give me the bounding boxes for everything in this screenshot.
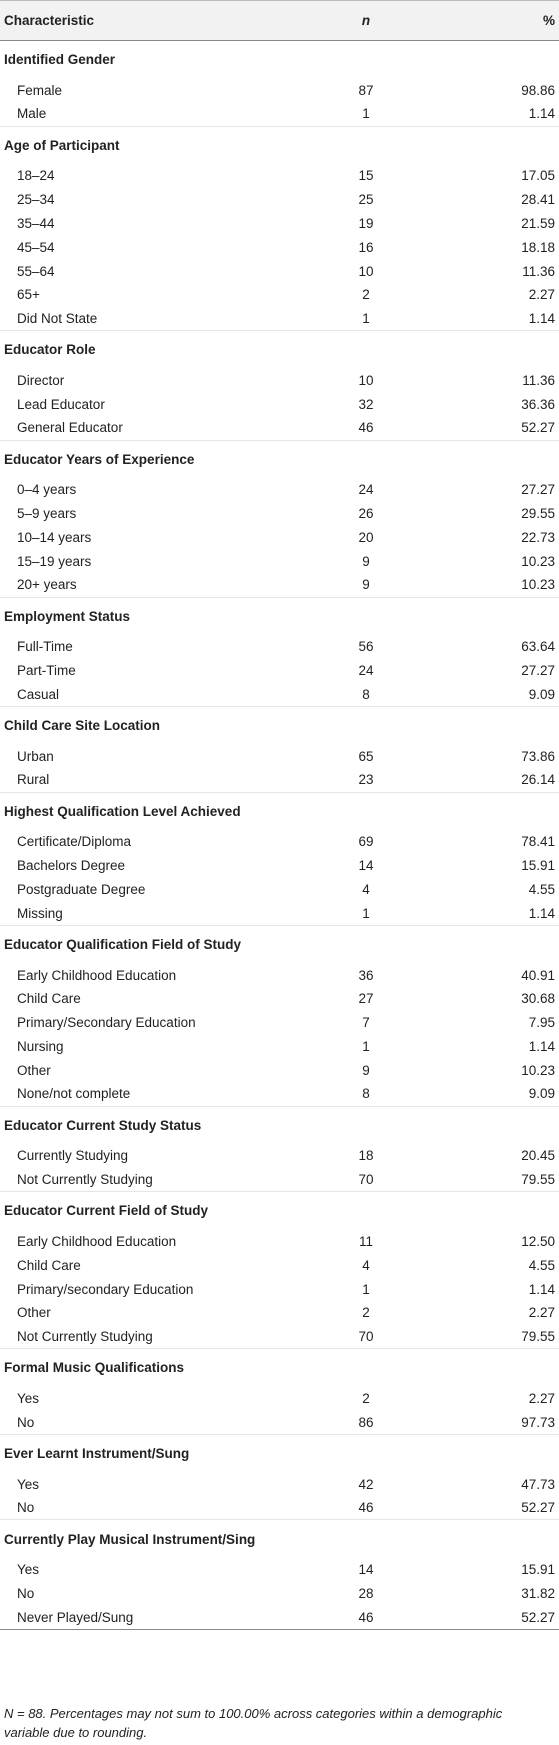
group-header-row xyxy=(0,925,559,963)
group-header-row xyxy=(0,331,559,369)
table-row xyxy=(0,1168,559,1192)
row-count: 2 xyxy=(362,1305,370,1321)
row-label: Early Childhood Education xyxy=(17,967,177,983)
row-label: Casual xyxy=(17,686,60,702)
table-row xyxy=(0,1605,559,1629)
row-label: Certificate/Diploma xyxy=(17,834,132,850)
row-percent: 11.36 xyxy=(522,373,555,389)
row-label: Lead Educator xyxy=(17,396,105,412)
row-label: 18–24 xyxy=(17,168,55,184)
row-label: Yes xyxy=(17,1390,40,1406)
table-row xyxy=(0,1144,559,1168)
row-count: 18 xyxy=(358,1148,374,1164)
row-label: 0–4 years xyxy=(17,482,77,498)
row-count: 24 xyxy=(358,663,374,679)
group-title: Currently Play Musical Instrument/Sing xyxy=(4,1531,256,1547)
table-row xyxy=(0,212,559,236)
row-percent: 1.14 xyxy=(528,311,555,327)
row-label: Urban xyxy=(17,748,54,764)
table-row xyxy=(0,235,559,259)
row-count: 46 xyxy=(358,1500,374,1516)
table-row xyxy=(0,963,559,987)
row-percent: 1.14 xyxy=(528,1281,555,1297)
row-label: Female xyxy=(17,82,63,98)
group-header-row xyxy=(0,1106,559,1144)
row-label: Yes xyxy=(17,1476,40,1492)
table-row xyxy=(0,259,559,283)
group-title: Highest Qualification Level Achieved xyxy=(4,803,241,819)
row-count: 46 xyxy=(358,1609,374,1625)
row-label: 35–44 xyxy=(17,216,55,232)
table-row xyxy=(0,1058,559,1082)
row-percent: 28.41 xyxy=(521,192,555,208)
row-label: 25–34 xyxy=(17,192,55,208)
table-row xyxy=(0,164,559,188)
row-count: 19 xyxy=(358,216,374,232)
row-percent: 31.82 xyxy=(521,1585,555,1601)
row-percent: 97.73 xyxy=(521,1414,555,1430)
group-header-row xyxy=(0,1520,559,1558)
row-count: 23 xyxy=(358,772,374,788)
table-row xyxy=(0,1387,559,1411)
row-label: 10–14 years xyxy=(17,530,92,546)
table-row xyxy=(0,283,559,307)
header-percent: % xyxy=(542,13,555,28)
table-row xyxy=(0,573,559,597)
row-percent: 78.41 xyxy=(521,834,555,850)
row-label: Postgraduate Degree xyxy=(17,882,146,898)
row-percent: 98.86 xyxy=(521,82,555,98)
row-percent: 9.09 xyxy=(528,686,555,702)
row-label: Child Care xyxy=(17,1257,81,1273)
row-percent: 10.23 xyxy=(521,1062,555,1078)
row-percent: 11.36 xyxy=(522,263,555,279)
row-count: 4 xyxy=(362,882,370,898)
group-title: Employment Status xyxy=(4,608,131,624)
row-label: Other xyxy=(17,1305,51,1321)
row-count: 25 xyxy=(358,192,374,208)
row-percent: 26.14 xyxy=(521,772,555,788)
row-percent: 2.27 xyxy=(528,287,555,303)
row-count: 69 xyxy=(358,834,374,850)
row-label: Yes xyxy=(17,1562,40,1578)
row-label: 45–54 xyxy=(17,239,55,255)
group-title: Age of Participant xyxy=(4,137,120,153)
row-label: Never Played/Sung xyxy=(17,1609,134,1625)
row-percent: 10.23 xyxy=(521,553,555,569)
row-count: 1 xyxy=(362,311,370,327)
group-title: Educator Current Field of Study xyxy=(4,1203,209,1219)
table-header xyxy=(0,1,559,41)
table-row xyxy=(0,369,559,393)
group-title: Ever Learnt Instrument/Sung xyxy=(4,1445,190,1461)
row-count: 56 xyxy=(358,639,374,655)
row-count: 8 xyxy=(362,1086,370,1102)
table-row xyxy=(0,1472,559,1496)
table-row xyxy=(0,392,559,416)
table-row xyxy=(0,1558,559,1582)
row-count: 11 xyxy=(358,1233,373,1249)
row-count: 32 xyxy=(358,396,374,412)
table-row xyxy=(0,878,559,902)
table-row xyxy=(0,549,559,573)
row-percent: 29.55 xyxy=(521,506,555,522)
table-row xyxy=(0,1011,559,1035)
row-percent: 4.55 xyxy=(528,882,555,898)
row-count: 9 xyxy=(362,553,370,569)
row-label: 20+ years xyxy=(17,577,77,593)
row-percent: 2.27 xyxy=(528,1305,555,1321)
row-label: Early Childhood Education xyxy=(17,1233,177,1249)
table-row xyxy=(0,188,559,212)
row-count: 65 xyxy=(358,748,374,764)
row-percent: 47.73 xyxy=(521,1476,555,1492)
row-percent: 20.45 xyxy=(521,1148,555,1164)
group-header-row xyxy=(0,440,559,478)
row-label: Primary/Secondary Education xyxy=(17,1015,196,1031)
table-row xyxy=(0,901,559,925)
row-count: 8 xyxy=(362,686,370,702)
row-count: 70 xyxy=(358,1171,374,1187)
row-label: Part-Time xyxy=(17,663,76,679)
row-label: Male xyxy=(17,106,47,122)
row-count: 1 xyxy=(362,1281,370,1297)
table-row xyxy=(0,1582,559,1606)
table-row xyxy=(0,1301,559,1325)
row-label: Not Currently Studying xyxy=(17,1328,153,1344)
row-label: Currently Studying xyxy=(17,1148,129,1164)
row-percent: 73.86 xyxy=(521,748,555,764)
table-row xyxy=(0,1496,559,1520)
table-row xyxy=(0,502,559,526)
row-count: 10 xyxy=(358,263,374,279)
row-count: 1 xyxy=(362,905,370,921)
row-label: 15–19 years xyxy=(17,553,92,569)
group-header-row xyxy=(0,1349,559,1387)
row-label: Missing xyxy=(17,905,63,921)
row-label: No xyxy=(17,1585,35,1601)
row-percent: 63.64 xyxy=(521,639,555,655)
group-header-row xyxy=(0,41,559,79)
table-footnote: N = 88. Percentages may not sum to 100.00% across categories within a demographic variable due to rounding. xyxy=(4,1706,503,1740)
table-row xyxy=(0,768,559,792)
row-count: 26 xyxy=(358,506,374,522)
table-row xyxy=(0,1325,559,1349)
row-percent: 27.27 xyxy=(521,482,555,498)
row-count: 28 xyxy=(358,1585,374,1601)
row-percent: 10.23 xyxy=(521,577,555,593)
row-percent: 4.55 xyxy=(528,1257,555,1273)
table-row xyxy=(0,830,559,854)
table-row xyxy=(0,1410,559,1434)
group-header-row xyxy=(0,126,559,164)
row-percent: 30.68 xyxy=(521,991,555,1007)
row-label: Bachelors Degree xyxy=(17,858,126,874)
row-count: 14 xyxy=(358,858,374,874)
row-label: Rural xyxy=(17,772,50,788)
row-percent: 1.14 xyxy=(528,1039,555,1054)
row-percent: 1.14 xyxy=(528,106,555,122)
row-count: 1 xyxy=(362,106,370,122)
row-percent: 9.09 xyxy=(528,1086,555,1102)
row-label: Full-Time xyxy=(17,639,73,655)
table-row xyxy=(0,478,559,502)
group-header-row xyxy=(0,597,559,635)
table-row xyxy=(0,102,559,126)
row-percent: 79.55 xyxy=(521,1328,555,1344)
row-percent: 52.27 xyxy=(521,420,555,436)
row-count: 24 xyxy=(358,482,374,498)
group-title: Educator Years of Experience xyxy=(4,451,195,467)
row-count: 16 xyxy=(358,239,374,255)
row-count: 9 xyxy=(362,577,370,593)
table-row xyxy=(0,1230,559,1254)
row-percent: 52.27 xyxy=(521,1609,555,1625)
table-row xyxy=(0,526,559,550)
row-count: 46 xyxy=(358,420,374,436)
group-header-row xyxy=(0,1434,559,1472)
row-count: 2 xyxy=(362,1390,370,1406)
table-row xyxy=(0,683,559,707)
group-header-row xyxy=(0,792,559,830)
row-label: Not Currently Studying xyxy=(17,1171,153,1187)
row-label: Did Not State xyxy=(17,311,98,327)
row-label: General Educator xyxy=(17,420,123,436)
group-title: Formal Music Qualifications xyxy=(4,1360,185,1376)
row-label: Child Care xyxy=(17,991,81,1007)
row-percent: 12.50 xyxy=(521,1233,555,1249)
table-row xyxy=(0,635,559,659)
row-count: 27 xyxy=(358,991,374,1007)
row-percent: 36.36 xyxy=(521,396,555,412)
row-count: 15 xyxy=(358,168,374,184)
row-percent: 21.59 xyxy=(521,216,555,232)
row-percent: 15.91 xyxy=(521,858,555,874)
row-percent: 15.91 xyxy=(521,1562,555,1578)
table-row xyxy=(0,416,559,440)
table-row xyxy=(0,79,559,103)
table-row xyxy=(0,987,559,1011)
row-count: 87 xyxy=(358,82,374,98)
row-count: 9 xyxy=(362,1062,370,1078)
row-percent: 22.73 xyxy=(521,530,555,546)
row-label: Nursing xyxy=(17,1039,64,1054)
row-percent: 1.14 xyxy=(528,905,555,921)
header-characteristic: Characteristic xyxy=(4,13,95,28)
row-count: 7 xyxy=(362,1015,370,1031)
row-count: 86 xyxy=(358,1414,374,1430)
group-title: Identified Gender xyxy=(4,52,116,68)
row-label: Director xyxy=(17,373,65,389)
row-count: 70 xyxy=(358,1328,374,1344)
row-percent: 52.27 xyxy=(521,1500,555,1516)
row-count: 36 xyxy=(358,967,374,983)
row-count: 1 xyxy=(362,1039,370,1054)
row-count: 10 xyxy=(358,373,374,389)
row-count: 4 xyxy=(362,1257,370,1273)
header-row xyxy=(0,1,559,41)
row-percent: 18.18 xyxy=(521,239,555,255)
row-label: 65+ xyxy=(17,287,40,303)
row-label: Other xyxy=(17,1062,51,1078)
row-count: 42 xyxy=(358,1476,374,1492)
row-percent: 40.91 xyxy=(521,967,555,983)
row-percent: 27.27 xyxy=(521,663,555,679)
group-title: Educator Qualification Field of Study xyxy=(4,936,242,952)
table-row xyxy=(0,854,559,878)
row-percent: 79.55 xyxy=(521,1171,555,1187)
row-label: Primary/secondary Education xyxy=(17,1281,194,1297)
row-label: 5–9 years xyxy=(17,506,77,522)
header-n: n xyxy=(361,13,371,28)
row-count: 14 xyxy=(358,1562,374,1578)
table-row xyxy=(0,1082,559,1106)
row-label: None/not complete xyxy=(17,1086,131,1102)
group-title: Child Care Site Location xyxy=(4,718,161,734)
table-body xyxy=(0,41,559,1630)
row-count: 2 xyxy=(362,287,370,303)
row-label: No xyxy=(17,1500,35,1516)
row-percent: 7.95 xyxy=(528,1015,555,1031)
table-row xyxy=(0,1277,559,1301)
group-header-row xyxy=(0,706,559,744)
table-row xyxy=(0,307,559,331)
table-row xyxy=(0,1253,559,1277)
row-count: 20 xyxy=(358,530,374,546)
group-title: Educator Current Study Status xyxy=(4,1117,202,1133)
row-percent: 17.05 xyxy=(521,168,555,184)
table-row xyxy=(0,1035,559,1059)
row-label: No xyxy=(17,1414,35,1430)
row-label: 55–64 xyxy=(17,263,55,279)
group-title: Educator Role xyxy=(4,342,96,358)
row-percent: 2.27 xyxy=(528,1390,555,1406)
table-row xyxy=(0,744,559,768)
group-header-row xyxy=(0,1192,559,1230)
table-row xyxy=(0,659,559,683)
